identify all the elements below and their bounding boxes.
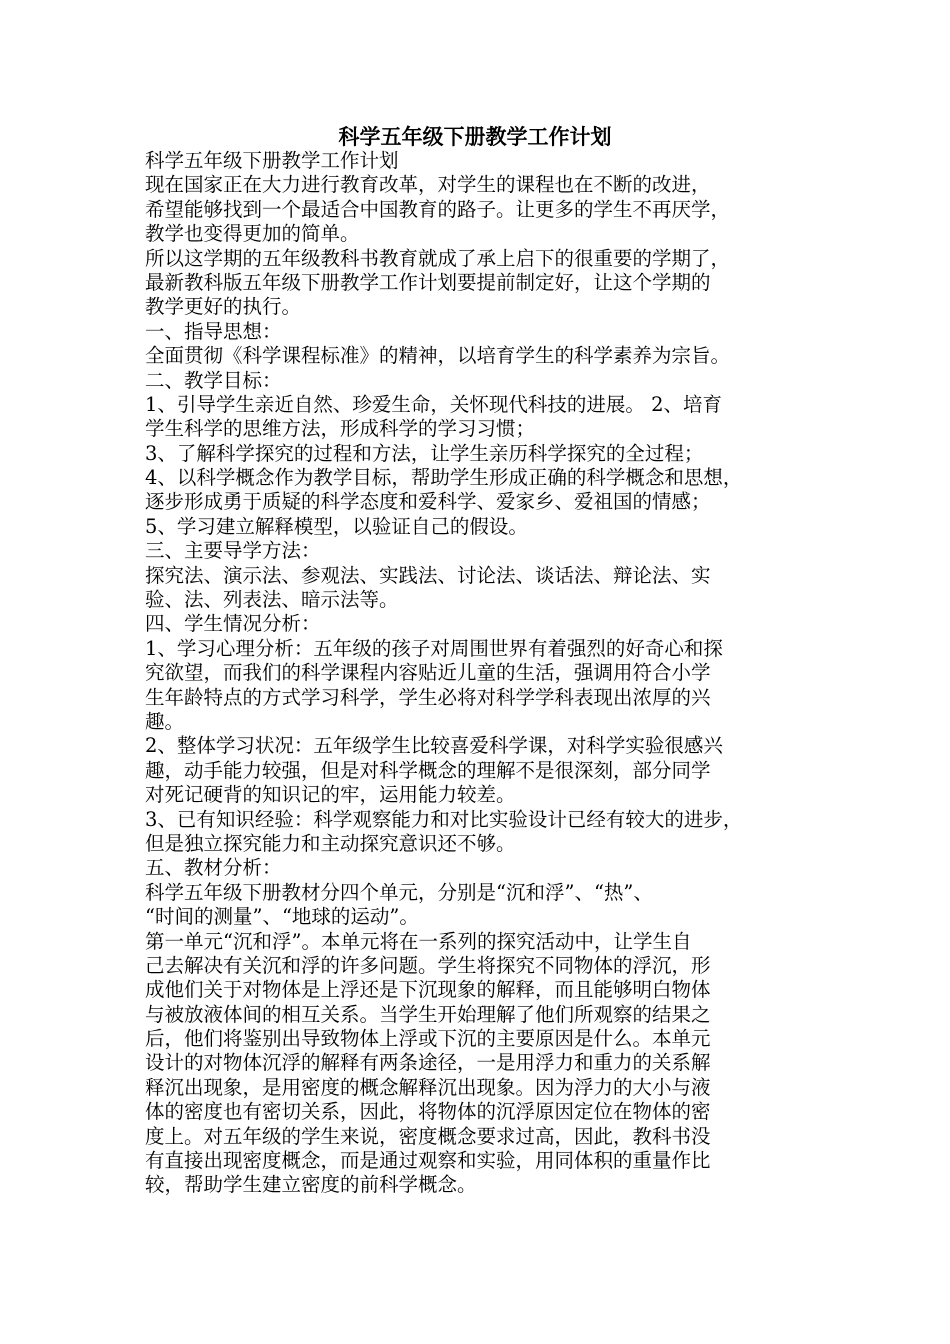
- text-line: 度上。对五年级的学生来说，密度概念要求过高，因此，教科书没: [145, 1124, 711, 1148]
- text-line: 二、教学目标：: [145, 368, 282, 392]
- text-line: 2、整体学习状况：五年级学生比较喜爱科学课，对科学实验很感兴: [145, 734, 723, 758]
- text-line: 第一单元“沉和浮”。本单元将在一系列的探究活动中，让学生自: [145, 929, 692, 953]
- text-line: 验、法、列表法、暗示法等。: [145, 588, 399, 612]
- text-line: 1、学习心理分析：五年级的孩子对周围世界有着强烈的好奇心和探: [145, 636, 723, 660]
- text-line: 体的密度也有密切关系，因此，将物体的沉浮原因定位在物体的密: [145, 1100, 711, 1124]
- text-line: 教学也变得更加的简单。: [145, 222, 360, 246]
- text-line: 趣。: [145, 709, 185, 733]
- text-line: 有直接出现密度概念，而是通过观察和实验，用同体积的重量作比: [145, 1149, 711, 1173]
- text-line: 五、教材分析：: [145, 856, 282, 880]
- text-line: 对死记硬背的知识记的牢，运用能力较差。: [145, 783, 516, 807]
- text-line: 4、以科学概念作为教学目标，帮助学生形成正确的科学概念和思想，: [145, 466, 743, 490]
- text-line: 成他们关于对物体是上浮还是下沉现象的解释，而且能够明白物体: [145, 978, 711, 1002]
- text-line: 探究法、演示法、参观法、实践法、讨论法、谈话法、辩论法、实: [145, 563, 711, 587]
- text-line: 较，帮助学生建立密度的前科学概念。: [145, 1173, 477, 1197]
- text-line: 科学五年级下册教材分四个单元，分别是“沉和浮”、“热”、: [145, 880, 653, 904]
- text-line: 1、引导学生亲近自然、珍爱生命，关怀现代科技的进展。 2、培育: [145, 392, 723, 416]
- text-line: “时间的测量”、“地球的运动”。: [145, 905, 419, 929]
- text-line: 四、学生情况分析：: [145, 612, 321, 636]
- text-line: 逐步形成勇于质疑的科学态度和爱科学、爱家乡、爱祖国的情感；: [145, 490, 711, 514]
- text-line: 三、主要导学方法：: [145, 539, 321, 563]
- text-line: 最新教科版五年级下册教学工作计划要提前制定好，让这个学期的: [145, 270, 711, 294]
- text-line: 所以这学期的五年级教科书教育就成了承上启下的很重要的学期了，: [145, 246, 731, 270]
- document-body: [145, 149, 820, 1198]
- text-line: 后，他们将鉴别出导致物体上浮或下沉的主要原因是什么。本单元: [145, 1027, 711, 1051]
- text-line: 一、指导思想：: [145, 319, 282, 343]
- text-line: 趣，动手能力较强，但是对科学概念的理解不是很深刻，部分同学: [145, 758, 711, 782]
- text-line: 教学更好的执行。: [145, 295, 302, 319]
- text-line: 现在国家正在大力进行教育改革，对学生的课程也在不断的改进，: [145, 173, 711, 197]
- text-line: 希望能够找到一个最适合中国教育的路子。让更多的学生不再厌学，: [145, 197, 731, 221]
- text-line: 3、已有知识经验：科学观察能力和对比实验设计已经有较大的进步，: [145, 807, 743, 831]
- text-line: 生年龄特点的方式学习科学，学生必将对科学学科表现出浓厚的兴: [145, 685, 711, 709]
- text-line: 释沉出现象，是用密度的概念解释沉出现象。因为浮力的大小与液: [145, 1075, 711, 1099]
- text-line: 3、了解科学探究的过程和方法，让学生亲历科学探究的全过程；: [145, 441, 704, 465]
- text-line: 究欲望，而我们的科学课程内容贴近儿童的生活，强调用符合小学: [145, 661, 711, 685]
- text-line: 与被放液体间的相互关系。当学生开始理解了他们所观察的结果之: [145, 1002, 711, 1026]
- text-line: 设计的对物体沉浮的解释有两条途径，一是用浮力和重力的关系解: [145, 1051, 711, 1075]
- text-line: 己去解决有关沉和浮的许多问题。学生将探究不同物体的浮沉，形: [145, 953, 711, 977]
- text-line: 5、学习建立解释模型，以验证自己的假设。: [145, 514, 528, 538]
- text-line: 学生科学的思维方法，形成科学的学习习惯；: [145, 417, 536, 441]
- document-title: 科学五年级下册教学工作计划: [338, 125, 612, 149]
- text-line: 全面贯彻《科学课程标准》的精神，以培育学生的科学素养为宗旨。: [145, 344, 731, 368]
- text-line: 但是独立探究能力和主动探究意识还不够。: [145, 831, 516, 855]
- text-line: 科学五年级下册教学工作计划: [145, 149, 399, 172]
